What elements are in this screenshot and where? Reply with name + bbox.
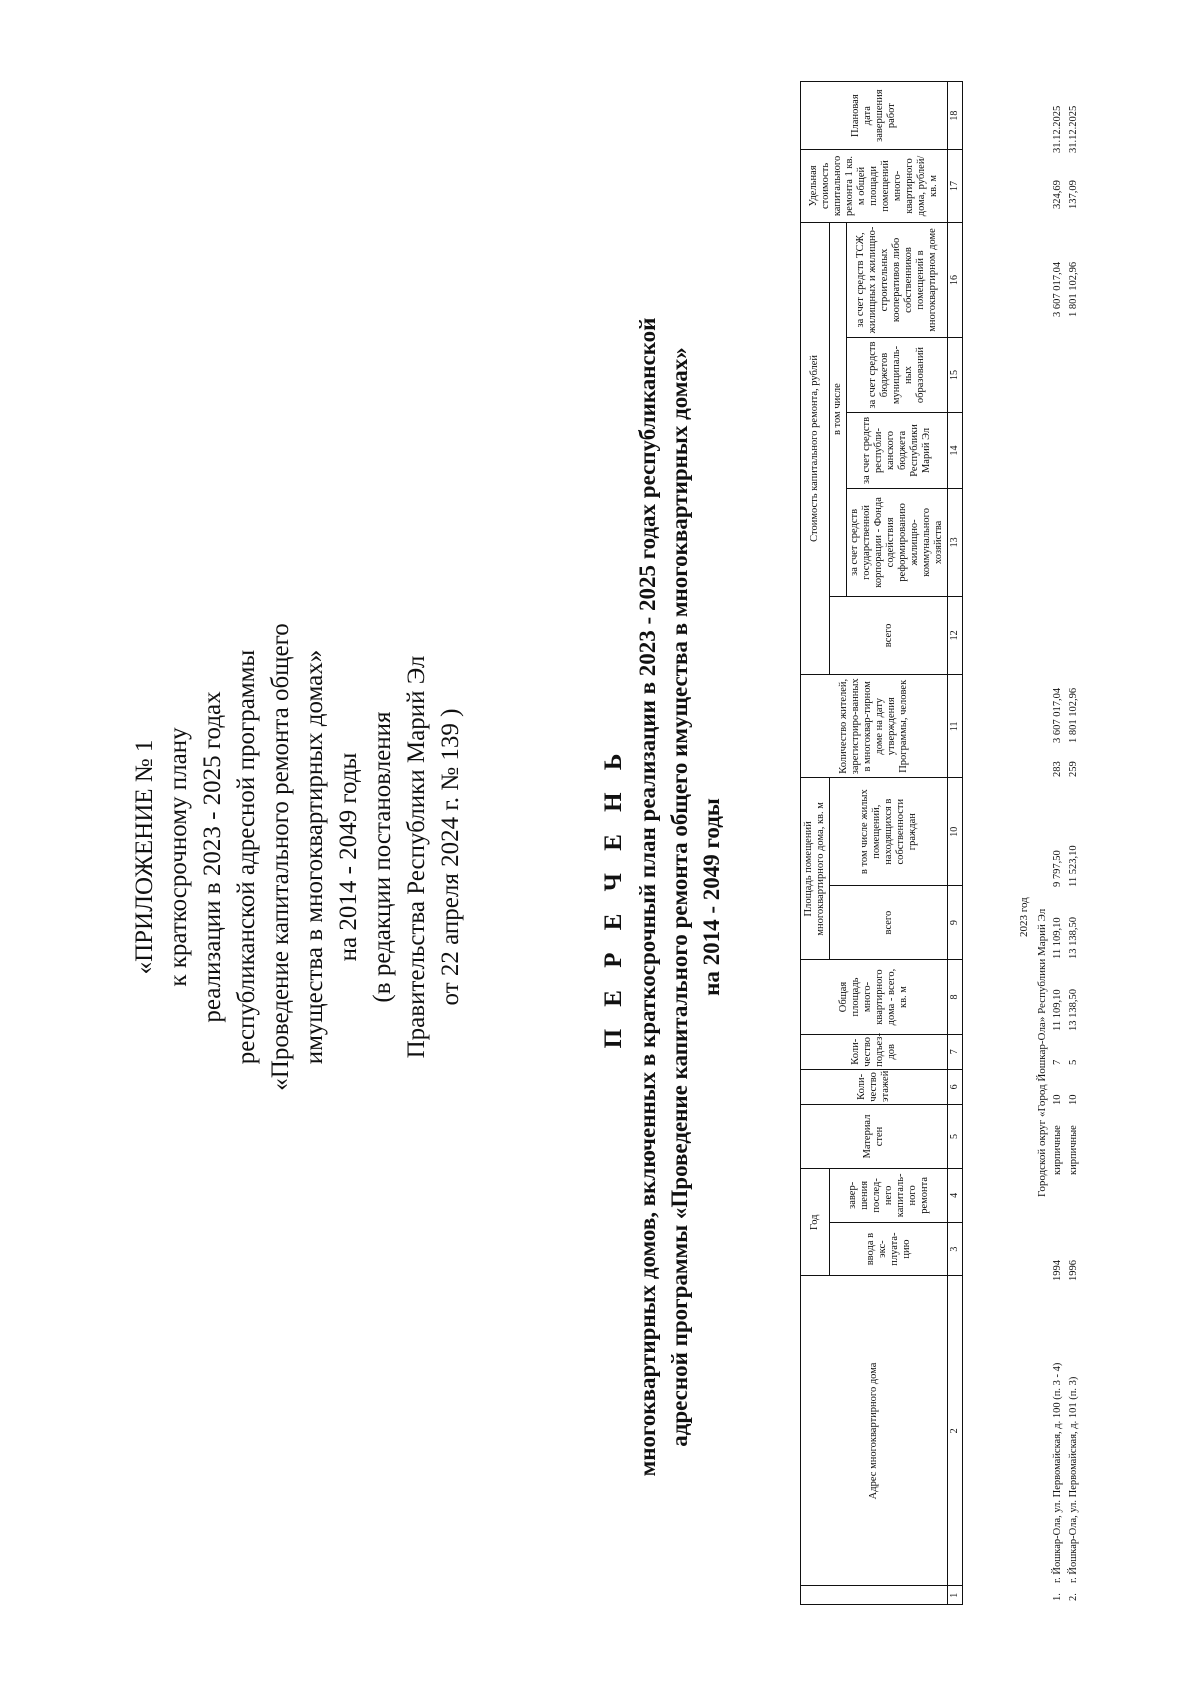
table-row — [1068, 81, 1082, 1605]
row-unit-cost: 324,69 — [1052, 180, 1063, 209]
column-number: 1 — [948, 1586, 963, 1605]
title-line: на 2014 - 2049 годы — [699, 798, 724, 996]
column-number: 12 — [948, 596, 963, 675]
row-end-date: 31.12.2025 — [1052, 105, 1063, 153]
column-number: 14 — [948, 412, 963, 488]
row-premises-total: 13 138,50 — [1068, 917, 1079, 959]
column-number: 18 — [948, 82, 963, 150]
row-residents: 259 — [1068, 761, 1079, 777]
column-number: 16 — [948, 222, 963, 338]
title-heading: П Е Р Е Ч Е Н Ь — [600, 745, 627, 1049]
row-number: 1. — [1052, 1593, 1063, 1601]
row-floors: 10 — [1052, 1094, 1063, 1105]
section-okrug: Городской округ «Город Йошкар-Ола» Республики Марий Эл — [1036, 908, 1048, 1197]
row-end-date: 31.12.2025 — [1068, 105, 1079, 153]
section-year: 2023 год — [1018, 897, 1030, 937]
appendix-line: (в редакции постановления — [369, 711, 396, 1003]
houses-table — [800, 81, 963, 1605]
appendix-line: от 22 апреля 2024 г. № 139 ) — [437, 708, 464, 1006]
appendix-line: «Проведение капитального ремонта общего — [267, 623, 294, 1091]
row-cost-total: 3 607 017,04 — [1052, 687, 1063, 743]
row-number: 2. — [1068, 1593, 1079, 1601]
appendix-line: к краткосрочному плану — [165, 727, 192, 987]
header-premises-total: всего — [830, 885, 948, 959]
appendix-line: реализации в 2023 - 2025 годах — [199, 691, 226, 1023]
column-number: 8 — [948, 960, 963, 1034]
column-number: 6 — [948, 1069, 963, 1104]
row-residents: 283 — [1052, 761, 1063, 777]
appendix-line: «ПРИЛОЖЕНИЕ № 1 — [131, 739, 158, 975]
column-number: 7 — [948, 1034, 963, 1069]
appendix-line: республиканской адресной программы — [233, 649, 260, 1065]
row-premises-total: 11 109,10 — [1052, 917, 1063, 959]
row-year-commission: 1996 — [1068, 1260, 1079, 1281]
row-cost-total: 1 801 102,96 — [1068, 687, 1079, 743]
header-cost-total: всего — [830, 596, 948, 675]
row-year-commission: 1994 — [1052, 1260, 1063, 1281]
header-cost-municipal: за счет средств бюджетов муниципаль-ных образований — [847, 338, 948, 412]
header-cost: Стоимость капитального ремонта, рублей — [801, 222, 830, 675]
header-premises-area: Площадь помещений многоквартирного дома, кв. м — [801, 778, 830, 960]
column-number: 10 — [948, 778, 963, 885]
column-number: 9 — [948, 885, 963, 959]
title-line: многоквартирных домов, включенных в краткосрочный план реализации в 2023 - 2025 годах республиканской — [635, 317, 660, 1477]
row-floors: 10 — [1068, 1094, 1079, 1105]
row-entrances: 5 — [1068, 1059, 1079, 1065]
header-end-date: Плановая дата завершения работ — [801, 82, 948, 150]
document-title — [600, 197, 728, 1597]
column-number: 11 — [948, 675, 963, 778]
row-total-area: 11 109,10 — [1052, 989, 1063, 1031]
row-total-area: 13 138,50 — [1068, 989, 1079, 1031]
row-address: г. Йошкар-Ола, ул. Первомайская, д. 100 (п. 3 - 4) — [1052, 1362, 1063, 1583]
column-number: 15 — [948, 338, 963, 412]
column-number: 13 — [948, 489, 963, 596]
row-cost-owners: 3 607 017,04 — [1052, 261, 1063, 317]
header-cost-fund: за счет средств государственной корпорации - Фонда содействия реформированию жилищно-коммунального хозяйства — [847, 489, 948, 596]
row-premises-residential: 9 797,50 — [1052, 850, 1063, 887]
row-address: г. Йошкар-Ола, ул. Первомайская, д. 101 (п. 3) — [1068, 1376, 1079, 1583]
header-year-last-repair: завер-шения послед-него капиталь-ного ремонта — [830, 1169, 948, 1223]
header-cost-republic: за счет средств республи-канского бюджета Республики Марий Эл — [847, 412, 948, 488]
title-line: адресной программы «Проведение капитального ремонта общего имущества в многоквартирных домах» — [667, 347, 692, 1447]
header-premises-residential: в том числе жилых помещений, находящихся в собственности граждан — [830, 778, 948, 885]
row-unit-cost: 137,09 — [1068, 180, 1079, 209]
header-entrances: Коли-чество подъез-дов — [801, 1034, 948, 1069]
header-total-area: Общая площадь много-квартирного дома - всего, кв. м — [801, 960, 948, 1034]
appendix-line: Правительства Республики Марий Эл — [403, 655, 430, 1059]
row-material: кирпичные — [1068, 1125, 1079, 1175]
row-cost-owners: 1 801 102,96 — [1068, 261, 1079, 317]
row-material: кирпичные — [1052, 1125, 1063, 1175]
appendix-block — [128, 577, 468, 1137]
appendix-line: имущества в многоквартирных домах» — [301, 649, 328, 1065]
header-wall-material: Материал стен — [801, 1104, 948, 1168]
header-cost-owners: за счет средств ТСЖ, жилищных и жилищно-строительных кооперативов либо собственников помещений в многоквартирном доме — [847, 222, 948, 338]
column-number: 17 — [948, 150, 963, 222]
row-premises-residential: 11 523,10 — [1068, 845, 1079, 887]
header-cell — [801, 1586, 948, 1605]
header-year: Год — [801, 1169, 830, 1276]
header-floors: Коли-чество этажей — [801, 1069, 948, 1104]
column-number: 3 — [948, 1222, 963, 1276]
table-row — [1052, 81, 1066, 1605]
column-number: 2 — [948, 1276, 963, 1586]
header-unit-cost: Удельная стоимость капитального ремонта 1 кв. м общей площади помещений много-квартирного дома, рублей/кв. м — [801, 150, 948, 222]
appendix-line: на 2014 - 2049 годы — [335, 752, 362, 962]
header-year-commission: ввода в экс-плуата-цию — [830, 1222, 948, 1276]
header-residents: Количество жителей, зарегистриро-ванных в многоквар-тирном доме на дату утверждения Программы, человек — [801, 675, 948, 778]
column-number: 5 — [948, 1104, 963, 1168]
header-address: Адрес многоквартирного дома — [801, 1276, 948, 1586]
header-cost-incl: в том числе — [830, 222, 847, 596]
row-entrances: 7 — [1052, 1059, 1063, 1065]
column-number: 4 — [948, 1169, 963, 1223]
